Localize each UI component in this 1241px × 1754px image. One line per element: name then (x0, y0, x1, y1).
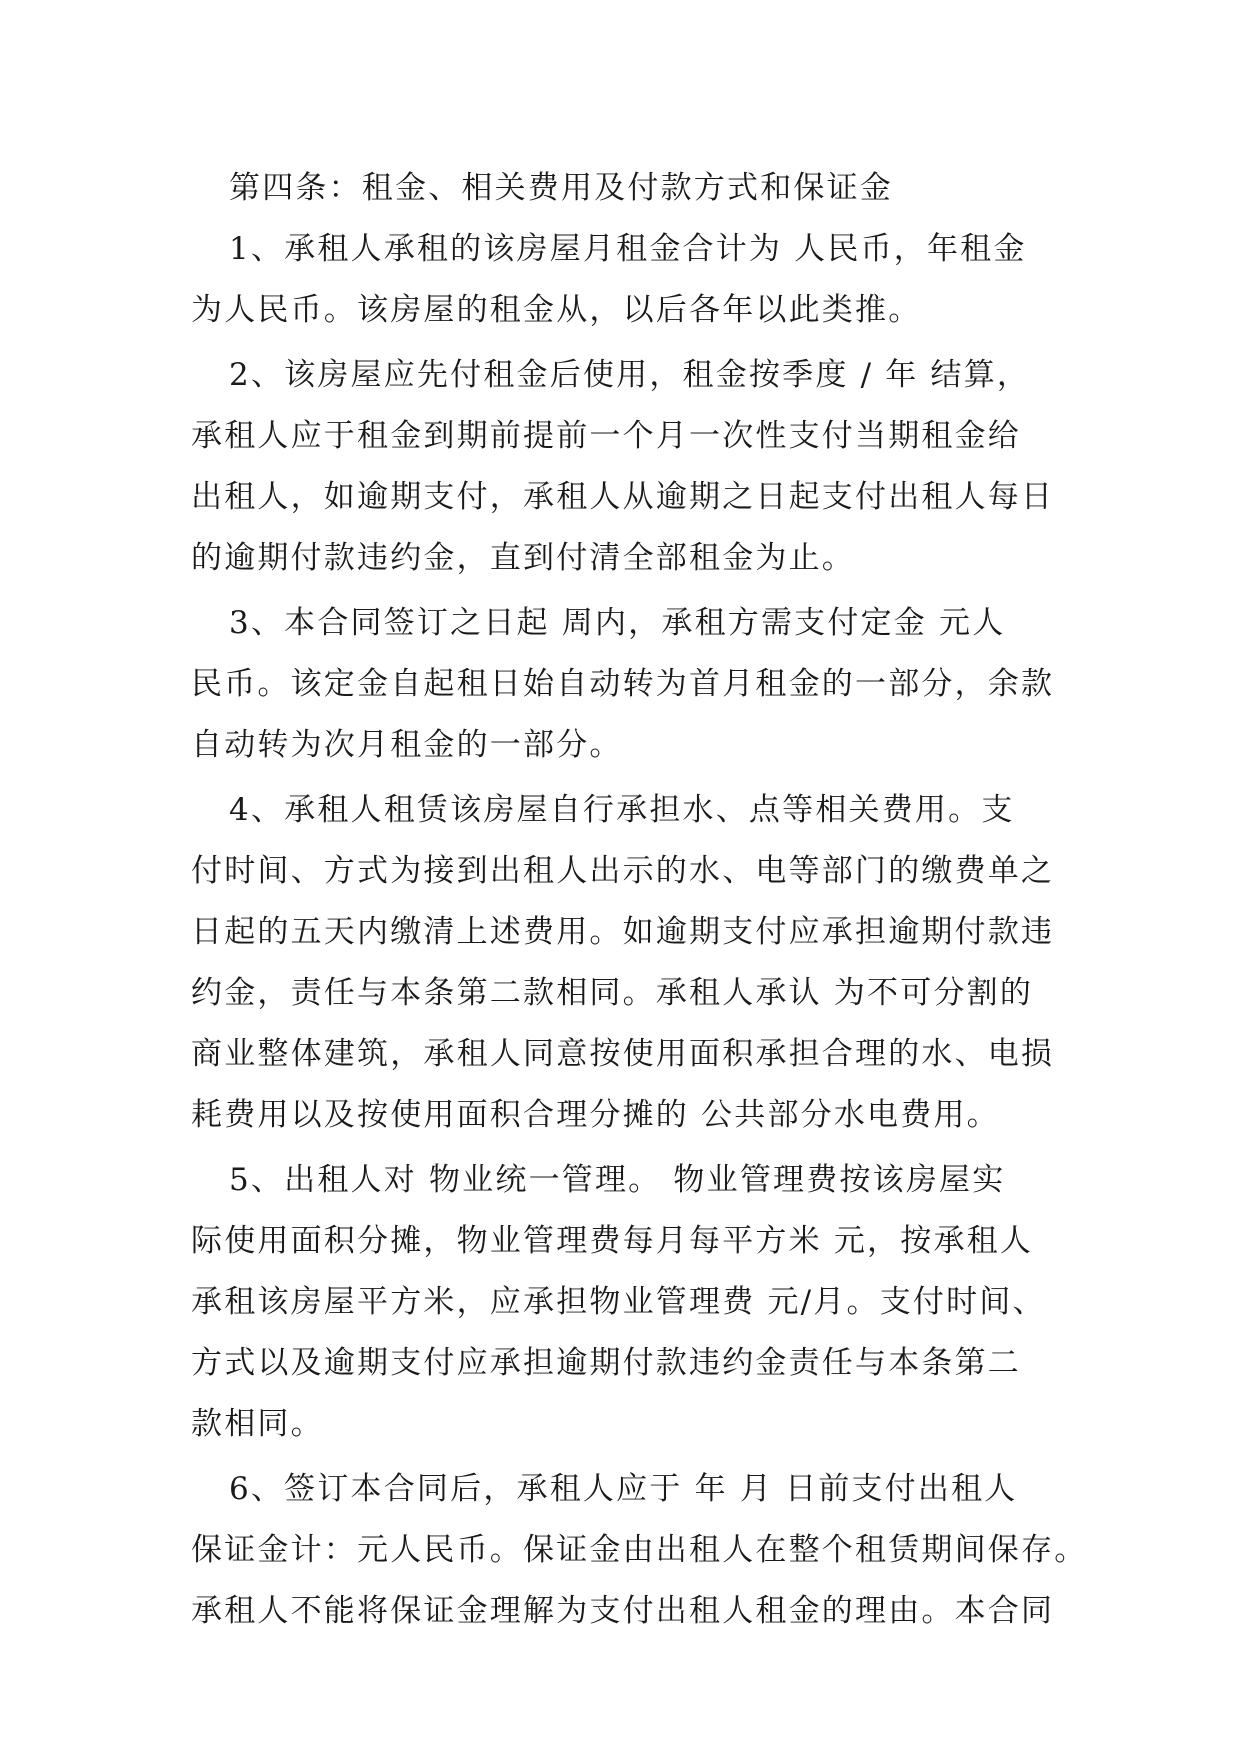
paragraph-1 (191, 219, 1051, 341)
paragraph-line: 约金，责任与本条第二款相同。承租人承认 为不可分割的 (191, 975, 1034, 1011)
paragraph-3 (191, 593, 1055, 776)
document-body (191, 158, 1088, 1642)
paragraph-line: 承租该房屋平方米，应承担物业管理费 元/月。支付时间、 (191, 1284, 1046, 1320)
paragraph-line: 方式以及逾期支付应承担逾期付款违约金责任与本条第二 (191, 1345, 1021, 1381)
paragraph-line: 自动转为次月租金的一部分。 (191, 727, 623, 763)
paragraph-line: 的逾期付款违约金，直到付清全部租金为止。 (191, 540, 855, 576)
paragraph-2 (191, 345, 1055, 589)
paragraph-line: 款相同。 (191, 1406, 324, 1442)
paragraph-6 (191, 1459, 1088, 1642)
paragraph-line: 4、承租人租赁该房屋自行承担水、点等相关费用。支 (229, 792, 1015, 828)
paragraph-line: 6、签订本合同后，承租人应于 年 月 日前支付出租人 (229, 1471, 1018, 1507)
paragraph-line: 民币。该定金自起租日始自动转为首月租金的一部分，余款 (191, 666, 1055, 702)
paragraph-line: 商业整体建筑，承租人同意按使用面积承担合理的水、电损 (191, 1036, 1055, 1072)
paragraph-line: 3、本合同签订之日起 周内，承租方需支付定金 元人 (229, 605, 1006, 641)
paragraph-5 (191, 1150, 1051, 1455)
paragraph-line: 出租人，如逾期支付，承租人从逾期之日起支付出租人每日 (191, 479, 1055, 515)
paragraph-line: 5、出租人对 物业统一管理。 物业管理费按该房屋实 (229, 1162, 1006, 1198)
paragraph-line: 1、承租人承租的该房屋月租金合计为 人民币，年租金 (229, 231, 1027, 267)
paragraph-line: 付时间、方式为接到出租人出示的水、电等部门的缴费单之 (191, 853, 1055, 889)
paragraph-line: 承租人应于租金到期前提前一个月一次性支付当期租金给 (191, 418, 1021, 454)
paragraph-line: 日起的五天内缴清上述费用。如逾期支付应承担逾期付款违 (191, 914, 1055, 950)
paragraph-line: 2、该房屋应先付租金后使用，租金按季度 / 年 结算， (229, 357, 1031, 393)
paragraph-4 (191, 780, 1055, 1146)
paragraph-line: 承租人不能将保证金理解为支付出租人租金的理由。本合同 (191, 1593, 1055, 1629)
paragraph-line: 保证金计：元人民币。保证金由出租人在整个租赁期间保存。 (191, 1532, 1088, 1568)
paragraph-line: 为人民币。该房屋的租金从，以后各年以此类推。 (191, 292, 922, 328)
paragraph-line: 耗费用以及按使用面积合理分摊的 公共部分水电费用。 (191, 1097, 1000, 1133)
article-title: 第四条：租金、相关费用及付款方式和保证金 (229, 170, 893, 206)
paragraph-line: 际使用面积分摊，物业管理费每月每平方米 元，按承租人 (191, 1223, 1034, 1259)
